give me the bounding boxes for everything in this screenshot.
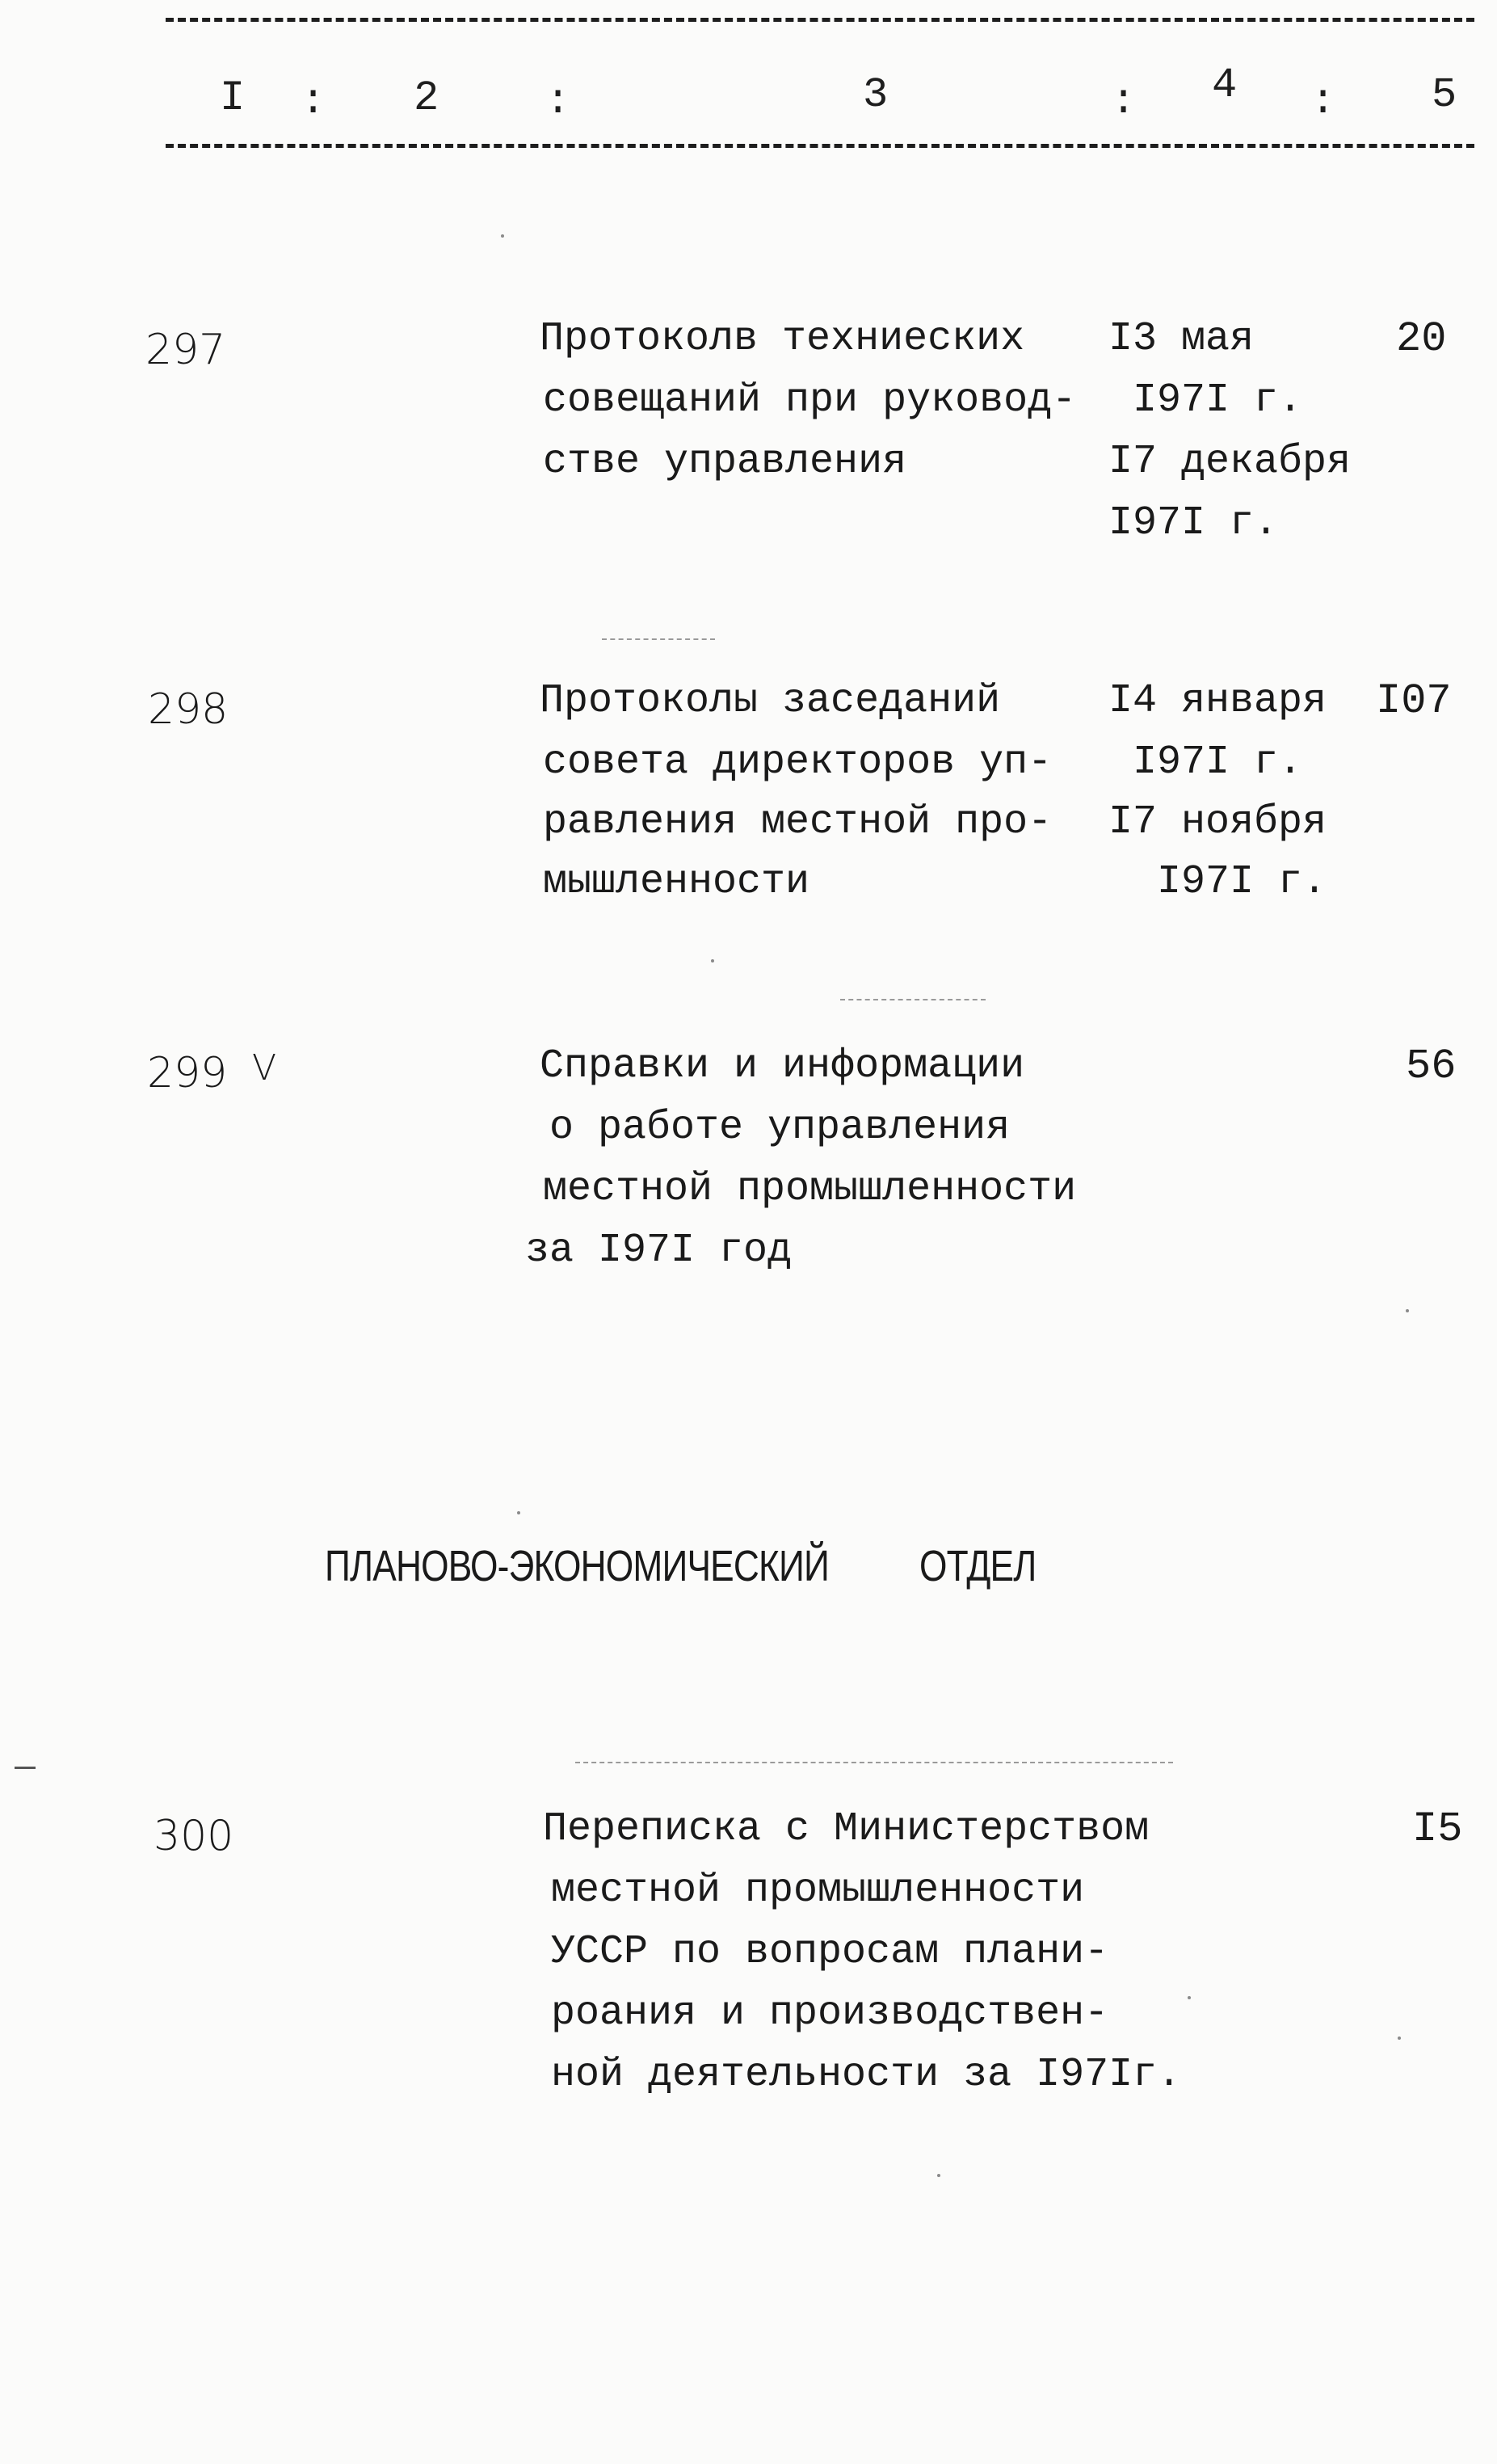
- record-date-line: I7 ноября: [1108, 799, 1327, 845]
- header-separator: :: [301, 78, 326, 125]
- record-title-line: совета директоров уп-: [543, 739, 1053, 786]
- header-col5: 5: [1432, 71, 1457, 119]
- speck: [501, 234, 504, 238]
- record-sheets: 20: [1396, 315, 1447, 363]
- record-sheets: I07: [1376, 677, 1452, 725]
- header-col2: 2: [414, 74, 439, 122]
- record-number: 300: [153, 1812, 234, 1860]
- record-title-line: совещаний при руковод-: [543, 377, 1077, 423]
- record-title-line: Переписка с Министерством: [543, 1806, 1150, 1852]
- record-title-line: ной деятельности за I97Iг.: [551, 2052, 1182, 2098]
- separator-dots: [602, 638, 715, 640]
- speck: [517, 1511, 520, 1514]
- speck: [711, 959, 714, 962]
- section-heading-main: ПЛАНОВО-ЭКОНОМИЧЕСКИЙ: [325, 1542, 830, 1590]
- record-title-line: о работе управления: [549, 1105, 1011, 1151]
- header-col1: I: [220, 74, 246, 122]
- record-date-line: I97I г.: [1108, 377, 1303, 423]
- record-date-line: I4 января: [1108, 678, 1327, 724]
- header-bottom-rule: [166, 144, 1474, 148]
- record-date-line: I7 декабря: [1108, 439, 1352, 485]
- record-title-line: равления местной про-: [543, 799, 1053, 845]
- speck: [1398, 2036, 1401, 2040]
- record-date-line: I97I г.: [1108, 859, 1327, 905]
- record-title-line: местной промышленности: [551, 1868, 1085, 1914]
- header-separator: :: [1310, 78, 1336, 125]
- record-title-line: за I97I год: [525, 1228, 793, 1274]
- section-heading-suffix: ОТДЕЛ: [919, 1542, 1037, 1590]
- record-title-line: УССР по вопросам плани-: [551, 1929, 1109, 1975]
- record-date-line: I97I г.: [1108, 500, 1279, 546]
- header-col4: 4: [1212, 61, 1238, 109]
- margin-mark: [15, 1767, 36, 1769]
- speck: [937, 2174, 940, 2177]
- header-col3: 3: [863, 71, 889, 119]
- separator-dots: [575, 1762, 1173, 1763]
- record-title-line: роания и производствен-: [551, 1990, 1109, 2036]
- record-title-line: мышленности: [543, 859, 810, 905]
- header-separator: :: [1111, 78, 1137, 125]
- record-check-mark: V: [252, 1047, 277, 1089]
- header-top-rule: [166, 18, 1474, 22]
- record-date-line: I3 мая: [1108, 316, 1255, 362]
- speck: [1188, 1996, 1191, 1999]
- record-title-line: Справки и информации: [540, 1043, 1025, 1089]
- record-title-line: Протоколв техниеских: [540, 316, 1025, 362]
- speck: [1406, 1309, 1409, 1312]
- separator-dots: [840, 999, 986, 1000]
- record-title-line: Протоколы заседаний: [540, 678, 1001, 724]
- record-number: 298: [148, 685, 229, 734]
- record-number: 297: [145, 326, 226, 374]
- record-sheets: 56: [1406, 1042, 1457, 1090]
- record-number: 299: [147, 1049, 228, 1097]
- record-date-line: I97I г.: [1108, 739, 1303, 786]
- record-title-line: местной промышленности: [543, 1166, 1077, 1212]
- header-separator: :: [545, 78, 571, 125]
- record-title-line: стве управления: [543, 439, 907, 485]
- record-sheets: I5: [1412, 1805, 1463, 1853]
